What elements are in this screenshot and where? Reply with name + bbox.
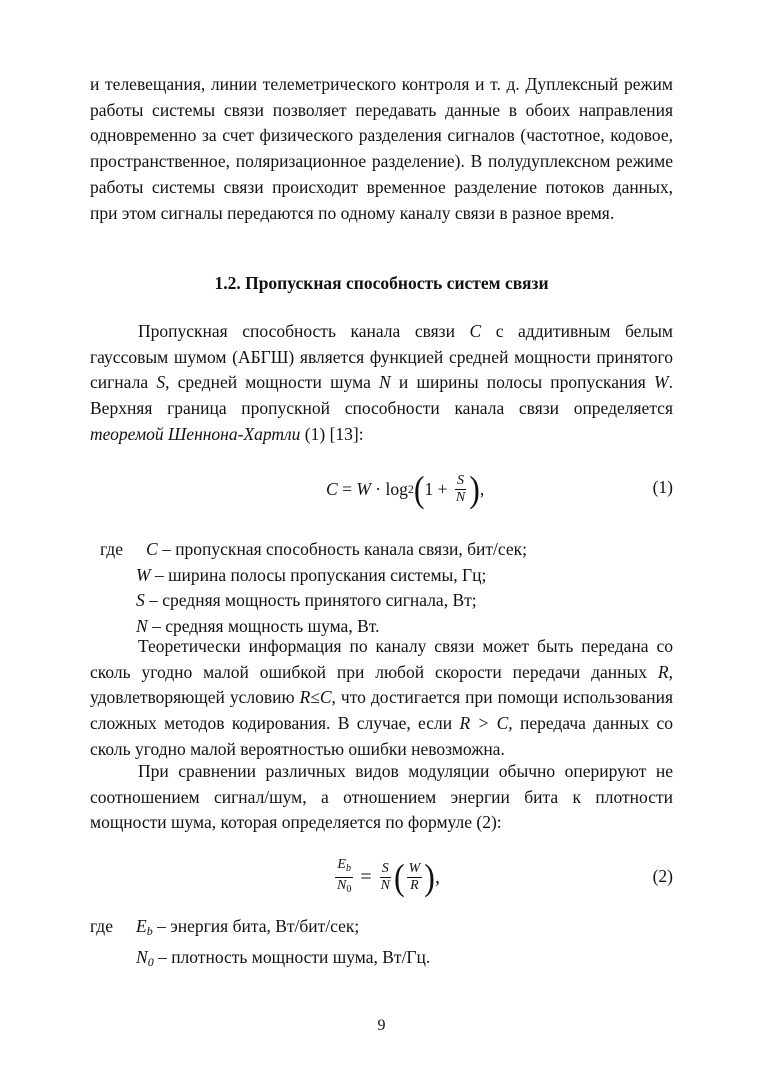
text-span: (1) [13]: (300, 423, 364, 444)
var-condition: R≤C (299, 687, 332, 708)
var-s: S (156, 372, 166, 393)
text-span: Пропускная способность канала связи (138, 321, 470, 341)
formula-2-comma: , (434, 865, 440, 888)
text-span: , удовлетворяющей условию (90, 661, 673, 708)
eb-subscript: b (345, 862, 351, 874)
eb-symbol: E (337, 856, 346, 872)
var-w: W (654, 372, 669, 393)
var-r: R (657, 661, 669, 682)
formula-1-body (326, 464, 484, 514)
def-symbol: N (136, 616, 148, 637)
def-symbol: N (136, 946, 148, 967)
formula-2-lparen: ( (393, 856, 405, 898)
formula-2-sn-fraction (379, 861, 392, 894)
formula-1-lparen: ( (413, 468, 425, 510)
text-span: , средней мощности шума (165, 372, 380, 393)
section-heading: 1.2. Пропускная способность систем связи (214, 273, 549, 293)
formula-2-eq: = (355, 865, 377, 888)
formula-1-fraction (454, 473, 467, 506)
intro-paragraph-block (90, 72, 673, 226)
formula-1-numerator: S (457, 472, 465, 488)
paragraph-theory-block (90, 634, 673, 763)
text-span: Теоретически информация по каналу связи может быть передана со сколь угодно малой ошибкой при любой скорости передачи данных (90, 636, 673, 682)
def-symbol: E (136, 916, 147, 936)
intro-paragraph: и телевещания, линии телеметрического контроля и т. д. Дуплексный режим работы системы связи позволяет передавать данные в обоих направления одновременно за счет физического разделения сигналов (частотное, кодовое, пространственное, поляризационное разделение). В полудуплексном режиме работы системы связи происходит временное разделение потоков данных, при этом сигналы передаются по одному каналу связи в разное время. (90, 74, 673, 223)
theorem-name: теоремой Шеннона-Хартли (90, 423, 301, 444)
page-number: 9 (377, 1017, 386, 1034)
formula-1-number: (1) (652, 477, 673, 497)
n0-symbol: N (337, 877, 347, 893)
def-symbol: W (136, 564, 151, 585)
definitions-2 (90, 914, 673, 975)
formula-1-log-base: 2 (407, 481, 414, 496)
formula-2-w: W (408, 860, 421, 876)
formula-2-lhs-fraction (335, 857, 353, 898)
text-span: , передача данных со сколь угодно малой вероятностью ошибки невозможна. (90, 713, 673, 759)
var-c: C (469, 321, 482, 341)
document-page (90, 0, 673, 1080)
def-text: – пропускная способность канала связи, бит/сек; (157, 539, 527, 559)
formula-2-r: R (410, 877, 419, 893)
paragraph-capacity-block (90, 319, 673, 448)
formula-1-log: log (385, 478, 408, 499)
formula-1 (90, 464, 673, 514)
formula-1-eq: = (337, 478, 357, 499)
definition-row (90, 914, 673, 945)
def-symbol: S (136, 590, 145, 611)
def-subscript: b (146, 924, 153, 938)
text-span: , что достигается при помощи использования сложных методов кодирования. В случае, если (90, 687, 673, 734)
formula-2-lhs-numerator (335, 857, 353, 878)
formula-1-lhs: C (326, 478, 338, 499)
formula-2-body (333, 852, 440, 902)
text-span: и ширины полосы пропускания (390, 372, 655, 393)
formula-1-w: W (356, 478, 371, 499)
paragraph-modulation: При сравнении различных видов модуляции обычно оперируют не соотношением сигнал/шум, а отношением энергии бита к плотности мощности шума, которая определяется по формуле (2): (90, 761, 673, 833)
def-text: – плотность мощности шума, Вт/Гц. (153, 946, 431, 967)
paragraph-capacity (90, 319, 673, 448)
definition-row (90, 563, 673, 589)
text-span: . Верхняя граница пропускной способности канала связи определяется (90, 372, 673, 419)
formula-2 (90, 852, 673, 902)
formula-1-comma: , (479, 478, 485, 499)
formula-1-dot: · (370, 478, 386, 499)
formula-2-s: S (381, 860, 389, 876)
def-text: – ширина полосы пропускания системы, Гц; (150, 564, 487, 585)
formula-2-lhs-denominator (335, 878, 353, 898)
text-span: с аддитивным белым гауссовым шумом (АБГШ) является функцией средней мощности принятого сигнала (90, 321, 674, 393)
formula-2-number: (2) (652, 866, 673, 886)
formula-2-rparen: ) (424, 856, 435, 898)
n0-subscript: 0 (346, 883, 352, 895)
def-text: – средняя мощность шума, Вт. (147, 616, 380, 637)
paragraph-modulation-block (90, 759, 673, 836)
formula-1-rparen: ) (469, 468, 480, 510)
definition-row (90, 588, 673, 614)
formula-2-n: N (380, 877, 390, 893)
formula-2-wr-fraction (407, 861, 423, 894)
def-symbol: C (146, 539, 158, 559)
def-subscript: 0 (147, 954, 154, 969)
formula-1-one: 1 + (424, 478, 452, 499)
definition-row (90, 537, 673, 563)
where-label: где (100, 539, 123, 559)
paragraph-theory (90, 634, 673, 763)
def-text: – средняя мощность принятого сигнала, Вт; (144, 590, 477, 611)
var-condition-2: R > C (459, 713, 509, 734)
formula-1-denominator: N (455, 489, 466, 505)
where-label: где (90, 916, 113, 936)
definitions-1 (90, 537, 673, 640)
section-heading-block (90, 270, 673, 296)
definition-row (90, 945, 673, 976)
def-text: – энергия бита, Вт/бит/сек; (152, 916, 360, 936)
var-n: N (379, 372, 391, 393)
